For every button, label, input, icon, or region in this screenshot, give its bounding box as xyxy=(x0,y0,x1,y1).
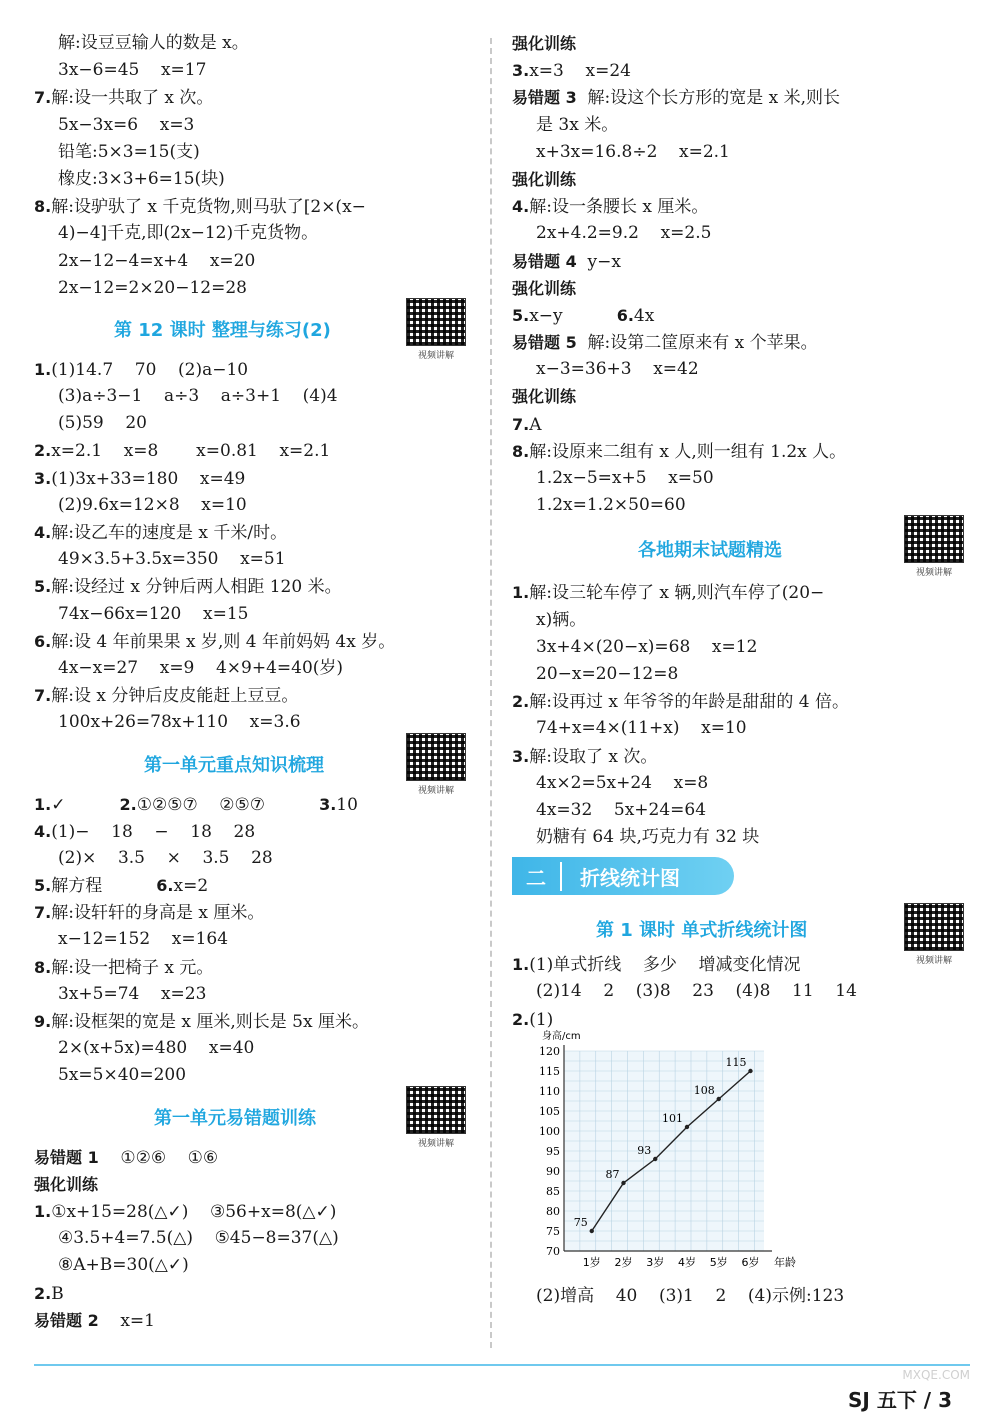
answer-text: x=2.1 x=8 x=0.81 x=2.1 xyxy=(51,441,331,462)
answer-line xyxy=(512,579,972,606)
section-header-lesson12 xyxy=(34,302,474,361)
answer-line xyxy=(34,492,474,519)
question-number: 8. xyxy=(34,197,52,217)
x-tick-label: 5岁 xyxy=(709,1255,728,1269)
answer-text: 4x xyxy=(633,305,655,326)
answer-text: (1)单式折线 多少 增减变化情况 xyxy=(529,955,801,976)
answer-line xyxy=(34,682,474,709)
answer-line xyxy=(512,57,972,84)
answer-text: (1)14.7 70 (2)a−10 xyxy=(51,359,249,380)
footer-rule xyxy=(34,1364,970,1366)
column-divider xyxy=(490,38,492,1348)
answer-text: 解:设原来二组有 x 人,则一组有 1.2x 人。 xyxy=(529,441,847,462)
question-number: 7. xyxy=(34,88,52,108)
subsection-label: 易错题 3 xyxy=(512,88,577,108)
x-tick-label: 3岁 xyxy=(646,1255,665,1269)
answer-text: 解:设这个长方形的宽是 x 米,则长 xyxy=(576,88,841,109)
answer-text: B xyxy=(51,1283,64,1304)
question-number: 2. xyxy=(34,441,52,461)
answer-line xyxy=(512,951,972,978)
answer-line xyxy=(34,954,474,981)
answer-text: 解:设再过 x 年爷爷的年龄是甜甜的 4 倍。 xyxy=(529,692,849,713)
y-tick-label: 80 xyxy=(546,1204,560,1218)
answer-line xyxy=(512,492,972,519)
answer-text: x=2 xyxy=(173,876,209,897)
answer-line xyxy=(512,30,972,57)
data-label: 108 xyxy=(693,1083,715,1097)
answer-text: 1.2x=1.2×50=60 xyxy=(536,495,686,516)
answer-line xyxy=(512,661,972,688)
question-number: 8. xyxy=(34,957,52,977)
answer-line xyxy=(34,1035,474,1062)
answer-text: 解:设框架的宽是 x 厘米,则长是 5x 厘米。 xyxy=(51,1012,369,1032)
answer-text: x)辆。 xyxy=(536,609,587,630)
answer-line xyxy=(512,1006,972,1033)
x-tick-label: 4岁 xyxy=(677,1255,696,1269)
answer-line xyxy=(34,845,474,872)
question-number: 2. xyxy=(119,794,137,814)
question-number: 5. xyxy=(512,305,530,325)
data-label: 93 xyxy=(637,1143,652,1157)
line-chart-svg xyxy=(512,1030,796,1283)
answer-text: (1)− 18 − 18 28 xyxy=(51,821,256,842)
section-header-exam xyxy=(512,519,972,579)
y-axis-label: 身高/cm xyxy=(542,1030,581,1042)
answer-line xyxy=(34,1280,474,1307)
answer-text: 1.2x−5=x+5 x=50 xyxy=(536,468,714,488)
answer-text: (1) xyxy=(529,1009,554,1030)
question-number: 1. xyxy=(34,1201,52,1221)
question-number: 1. xyxy=(34,794,52,814)
data-point xyxy=(653,1157,657,1161)
question-number: 4. xyxy=(34,821,52,841)
answer-text: 解:设经过 x 分钟后两人相距 120 米。 xyxy=(51,577,342,598)
answer-text: ①②⑥ ①⑥ xyxy=(98,1147,219,1168)
answer-text: 2x−12=2×20−12=28 xyxy=(58,277,247,298)
data-point xyxy=(685,1125,689,1129)
qr-code[interactable]: 视频讲解 xyxy=(406,298,466,360)
x-tick-label: 6岁 xyxy=(741,1255,760,1269)
left-column xyxy=(34,30,474,1334)
answer-text: (1)3x+33=180 x=49 xyxy=(51,468,246,489)
answer-text: ④3.5+4=7.5(△) ⑤45−8=37(△) xyxy=(58,1228,339,1249)
subsection-label: 易错题 4 xyxy=(512,251,577,271)
answer-line xyxy=(34,30,474,57)
question-number: 2. xyxy=(512,692,530,712)
answer-text: 解:设 x 分钟后皮皮能赶上豆豆。 xyxy=(51,686,299,707)
answer-text: 解:设轩轩的身高是 x 厘米。 xyxy=(51,903,265,924)
question-number: 2. xyxy=(34,1283,52,1303)
answer-line xyxy=(34,220,474,247)
answer-line xyxy=(34,818,474,845)
question-number: 8. xyxy=(512,441,530,461)
answer-line xyxy=(34,1225,474,1252)
answer-text: 解:设一条腰长 x 厘米。 xyxy=(529,197,709,218)
answer-line xyxy=(512,634,972,661)
answer-line xyxy=(34,166,474,193)
question-number: 3. xyxy=(512,61,530,81)
question-number: 6. xyxy=(34,631,52,651)
answer-line xyxy=(34,139,474,166)
answer-text: 解:设一把椅子 x 元。 xyxy=(51,957,214,978)
answer-line xyxy=(34,1008,474,1035)
answer-text: 解:设取了 x 次。 xyxy=(529,746,658,767)
question-number: 7. xyxy=(512,414,530,434)
section-title: 第 1 课时 单式折线统计图 xyxy=(596,920,808,942)
answer-text: (3)a÷3−1 a÷3 a÷3+1 (4)4 xyxy=(58,386,338,407)
y-tick-label: 120 xyxy=(539,1044,560,1058)
answer-line xyxy=(512,329,972,356)
answer-line xyxy=(512,743,972,770)
answer-line: (2)增高 40 (3)1 2 (4)示例:123 xyxy=(536,1285,845,1306)
answer-text: 解:设第二筐原来有 x 个苹果。 xyxy=(576,333,818,354)
answer-text: (2)9.6x=12×8 x=10 xyxy=(58,494,247,515)
answer-text: 10 xyxy=(336,794,358,815)
qr-code[interactable]: 视频讲解 xyxy=(406,1086,466,1148)
answer-line xyxy=(34,546,474,573)
subsection-label: 强化训练 xyxy=(512,278,577,298)
subsection-label: 易错题 2 xyxy=(34,1310,99,1330)
right-column xyxy=(512,30,972,1310)
answer-text: A xyxy=(529,414,542,435)
section-header-knowledge xyxy=(34,737,474,796)
answer-text: (2)14 2 (3)8 23 (4)8 11 14 xyxy=(536,981,857,1002)
answer-text: ①x+15=28(△✓) ③56+x=8(△✓) xyxy=(51,1201,337,1222)
answer-line xyxy=(512,978,972,1005)
answer-text: ✓ xyxy=(51,794,120,815)
answer-text: 解:设三轮车停了 x 辆,则汽车停了(20− xyxy=(529,583,825,604)
answer-text: 解:设豆豆输人的数是 x。 xyxy=(58,33,249,53)
answer-line xyxy=(34,1307,474,1334)
answer-text: 3x−6=45 x=17 xyxy=(58,60,207,81)
question-number: 4. xyxy=(34,523,52,542)
subsection-label: 强化训练 xyxy=(512,34,577,53)
answer-line xyxy=(34,437,474,464)
qr-code[interactable]: 视频讲解 xyxy=(904,903,964,965)
qr-code[interactable]: 视频讲解 xyxy=(904,515,964,577)
answer-text: 49×3.5+3.5x=350 x=51 xyxy=(58,549,286,570)
y-tick-label: 95 xyxy=(546,1144,560,1158)
question-number: 6. xyxy=(156,876,174,896)
answer-text: 解方程 xyxy=(51,876,157,897)
subsection-label: 强化训练 xyxy=(512,169,577,189)
watermark: MXQE.COM xyxy=(902,1368,970,1382)
answer-text: x−y xyxy=(529,305,617,326)
answer-line xyxy=(34,926,474,953)
answer-line xyxy=(512,139,972,166)
answer-text: ①②⑤⑦ ②⑤⑦ xyxy=(136,794,320,815)
answer-line xyxy=(512,411,972,438)
answer-line xyxy=(512,824,972,851)
answer-text: 20−x=20−12=8 xyxy=(536,663,679,684)
answer-text: ⑧A+B=30(△✓) xyxy=(58,1255,189,1276)
question-number: 6. xyxy=(616,305,634,325)
answer-text: 2x−12−4=x+4 x=20 xyxy=(58,250,256,271)
answer-line xyxy=(34,1171,474,1198)
data-point xyxy=(590,1229,594,1233)
question-number: 1. xyxy=(512,955,530,975)
answer-line xyxy=(512,770,972,797)
question-number: 3. xyxy=(319,794,337,814)
question-number: 2. xyxy=(512,1009,530,1029)
answer-line xyxy=(512,193,972,220)
answer-text: 5x=5×40=200 xyxy=(58,1065,187,1086)
answer-text: x−3=36+3 x=42 xyxy=(536,359,699,380)
question-number: 7. xyxy=(34,903,52,923)
section-title: 第一单元易错题训练 xyxy=(154,1107,316,1129)
y-tick-label: 85 xyxy=(546,1184,560,1198)
answer-line xyxy=(512,715,972,742)
answer-text: (2)× 3.5 × 3.5 28 xyxy=(58,847,273,868)
answer-line xyxy=(34,655,474,682)
answer-text: 解:设驴驮了 x 千克货物,则马驮了[2×(x− xyxy=(51,197,366,218)
answer-line xyxy=(512,84,972,111)
question-number: 9. xyxy=(34,1012,52,1031)
answer-text: 奶糖有 64 块,巧克力有 32 块 xyxy=(536,827,760,848)
answer-line xyxy=(34,628,474,655)
data-point xyxy=(748,1069,752,1073)
subsection-label: 易错题 5 xyxy=(512,333,577,353)
answer-text: 是 3x 米。 xyxy=(536,114,619,135)
answer-text: 3x+4×(20−x)=68 x=12 xyxy=(536,636,758,657)
question-number: 7. xyxy=(34,686,52,706)
answer-text: 5x−3x=6 x=3 xyxy=(58,114,195,135)
answer-text: x=1 xyxy=(98,1310,155,1331)
x-axis-label: 年龄 xyxy=(774,1255,796,1269)
y-tick-label: 115 xyxy=(539,1064,560,1078)
answer-line xyxy=(34,899,474,926)
line-chart xyxy=(512,1030,972,1283)
answer-text: 74x−66x=120 x=15 xyxy=(58,603,249,624)
subsection-label: 强化训练 xyxy=(512,387,577,407)
answer-line xyxy=(512,220,972,247)
qr-code[interactable]: 视频讲解 xyxy=(406,733,466,795)
answer-line xyxy=(34,872,474,899)
data-point xyxy=(621,1181,625,1185)
answer-line xyxy=(34,519,474,546)
data-label: 115 xyxy=(725,1055,747,1069)
question-number: 1. xyxy=(34,359,52,379)
question-number: 5. xyxy=(34,577,52,597)
answer-line xyxy=(512,248,972,275)
subsection-label: 强化训练 xyxy=(34,1174,99,1194)
answer-line xyxy=(512,302,972,329)
answer-line xyxy=(34,410,474,437)
answer-text: 100x+26=78x+110 x=3.6 xyxy=(58,712,301,733)
answer-text: x−12=152 x=164 xyxy=(58,929,229,950)
answer-text: 4x×2=5x+24 x=8 xyxy=(536,772,709,793)
data-label: 75 xyxy=(573,1215,588,1229)
answer-line xyxy=(512,465,972,492)
answer-line xyxy=(512,112,972,139)
answer-text: 解:设一共取了 x 次。 xyxy=(51,88,214,109)
question-number: 4. xyxy=(512,197,530,217)
answer-text: (5)59 20 xyxy=(58,413,147,434)
answer-line xyxy=(512,275,972,302)
answer-line xyxy=(34,193,474,220)
answer-line xyxy=(512,356,972,383)
answer-text: 铅笔:5×3=15(支) xyxy=(58,141,200,162)
answer-text: 4)−4]千克,即(2x−12)千克货物。 xyxy=(58,223,319,244)
answer-text: 3x+5=74 x=23 xyxy=(58,983,207,1004)
answer-text: 4x−x=27 x=9 4×9+4=40(岁) xyxy=(58,657,344,678)
answer-text: x+3x=16.8÷2 x=2.1 xyxy=(536,141,730,162)
answer-line xyxy=(34,573,474,600)
section-title: 第 12 课时 整理与练习(2) xyxy=(114,319,331,341)
page-number: SJ 五下 / 3 xyxy=(848,1388,952,1412)
answer-line xyxy=(34,1198,474,1225)
data-point xyxy=(717,1097,721,1101)
question-number: 3. xyxy=(34,468,52,488)
data-label: 87 xyxy=(605,1167,620,1181)
y-tick-label: 75 xyxy=(546,1224,560,1238)
unit-title: 折线统计图 xyxy=(580,865,680,890)
unit-number: 二 xyxy=(512,862,562,891)
answer-line xyxy=(34,601,474,628)
answer-text: 2x+4.2=9.2 x=2.5 xyxy=(536,223,712,244)
x-tick-label: 2岁 xyxy=(614,1255,633,1269)
answer-line xyxy=(512,166,972,193)
answer-line xyxy=(512,688,972,715)
data-label: 101 xyxy=(661,1111,683,1125)
answer-text: x=3 x=24 xyxy=(529,61,631,82)
question-number: 5. xyxy=(34,876,52,896)
section-title: 各地期末试题精选 xyxy=(638,540,782,562)
answer-text: 橡皮:3×3+6=15(块) xyxy=(58,168,225,189)
section-title: 第一单元重点知识梳理 xyxy=(144,754,324,776)
answer-text: 解:设乙车的速度是 x 千米/时。 xyxy=(51,523,288,543)
y-tick-label: 105 xyxy=(539,1104,560,1118)
answer-line xyxy=(34,465,474,492)
section-header-errors xyxy=(34,1090,474,1149)
answer-line xyxy=(512,797,972,824)
answer-line xyxy=(34,1252,474,1279)
y-tick-label: 110 xyxy=(539,1084,560,1098)
answer-line xyxy=(34,383,474,410)
unit-banner xyxy=(512,857,734,895)
answer-text: 74+x=4×(11+x) x=10 xyxy=(536,718,747,739)
answer-line xyxy=(34,57,474,84)
question-number: 1. xyxy=(512,583,530,603)
answer-line xyxy=(34,981,474,1008)
question-number: 3. xyxy=(512,746,530,766)
answer-line xyxy=(34,84,474,111)
answer-line xyxy=(34,248,474,275)
answer-line xyxy=(34,112,474,139)
answer-text: y−x xyxy=(576,251,621,272)
answer-text: 4x=32 5x+24=64 xyxy=(536,799,707,820)
answer-line xyxy=(512,607,972,634)
y-tick-label: 90 xyxy=(546,1164,560,1178)
answer-line xyxy=(512,438,972,465)
y-tick-label: 70 xyxy=(546,1244,560,1258)
answer-text: 2×(x+5x)=480 x=40 xyxy=(58,1038,255,1059)
answer-line xyxy=(512,383,972,410)
answer-text: 解:设 4 年前果果 x 岁,则 4 年前妈妈 4x 岁。 xyxy=(51,631,396,652)
y-tick-label: 100 xyxy=(539,1124,560,1138)
x-tick-label: 1岁 xyxy=(582,1255,601,1269)
subsection-label: 易错题 1 xyxy=(34,1147,99,1167)
